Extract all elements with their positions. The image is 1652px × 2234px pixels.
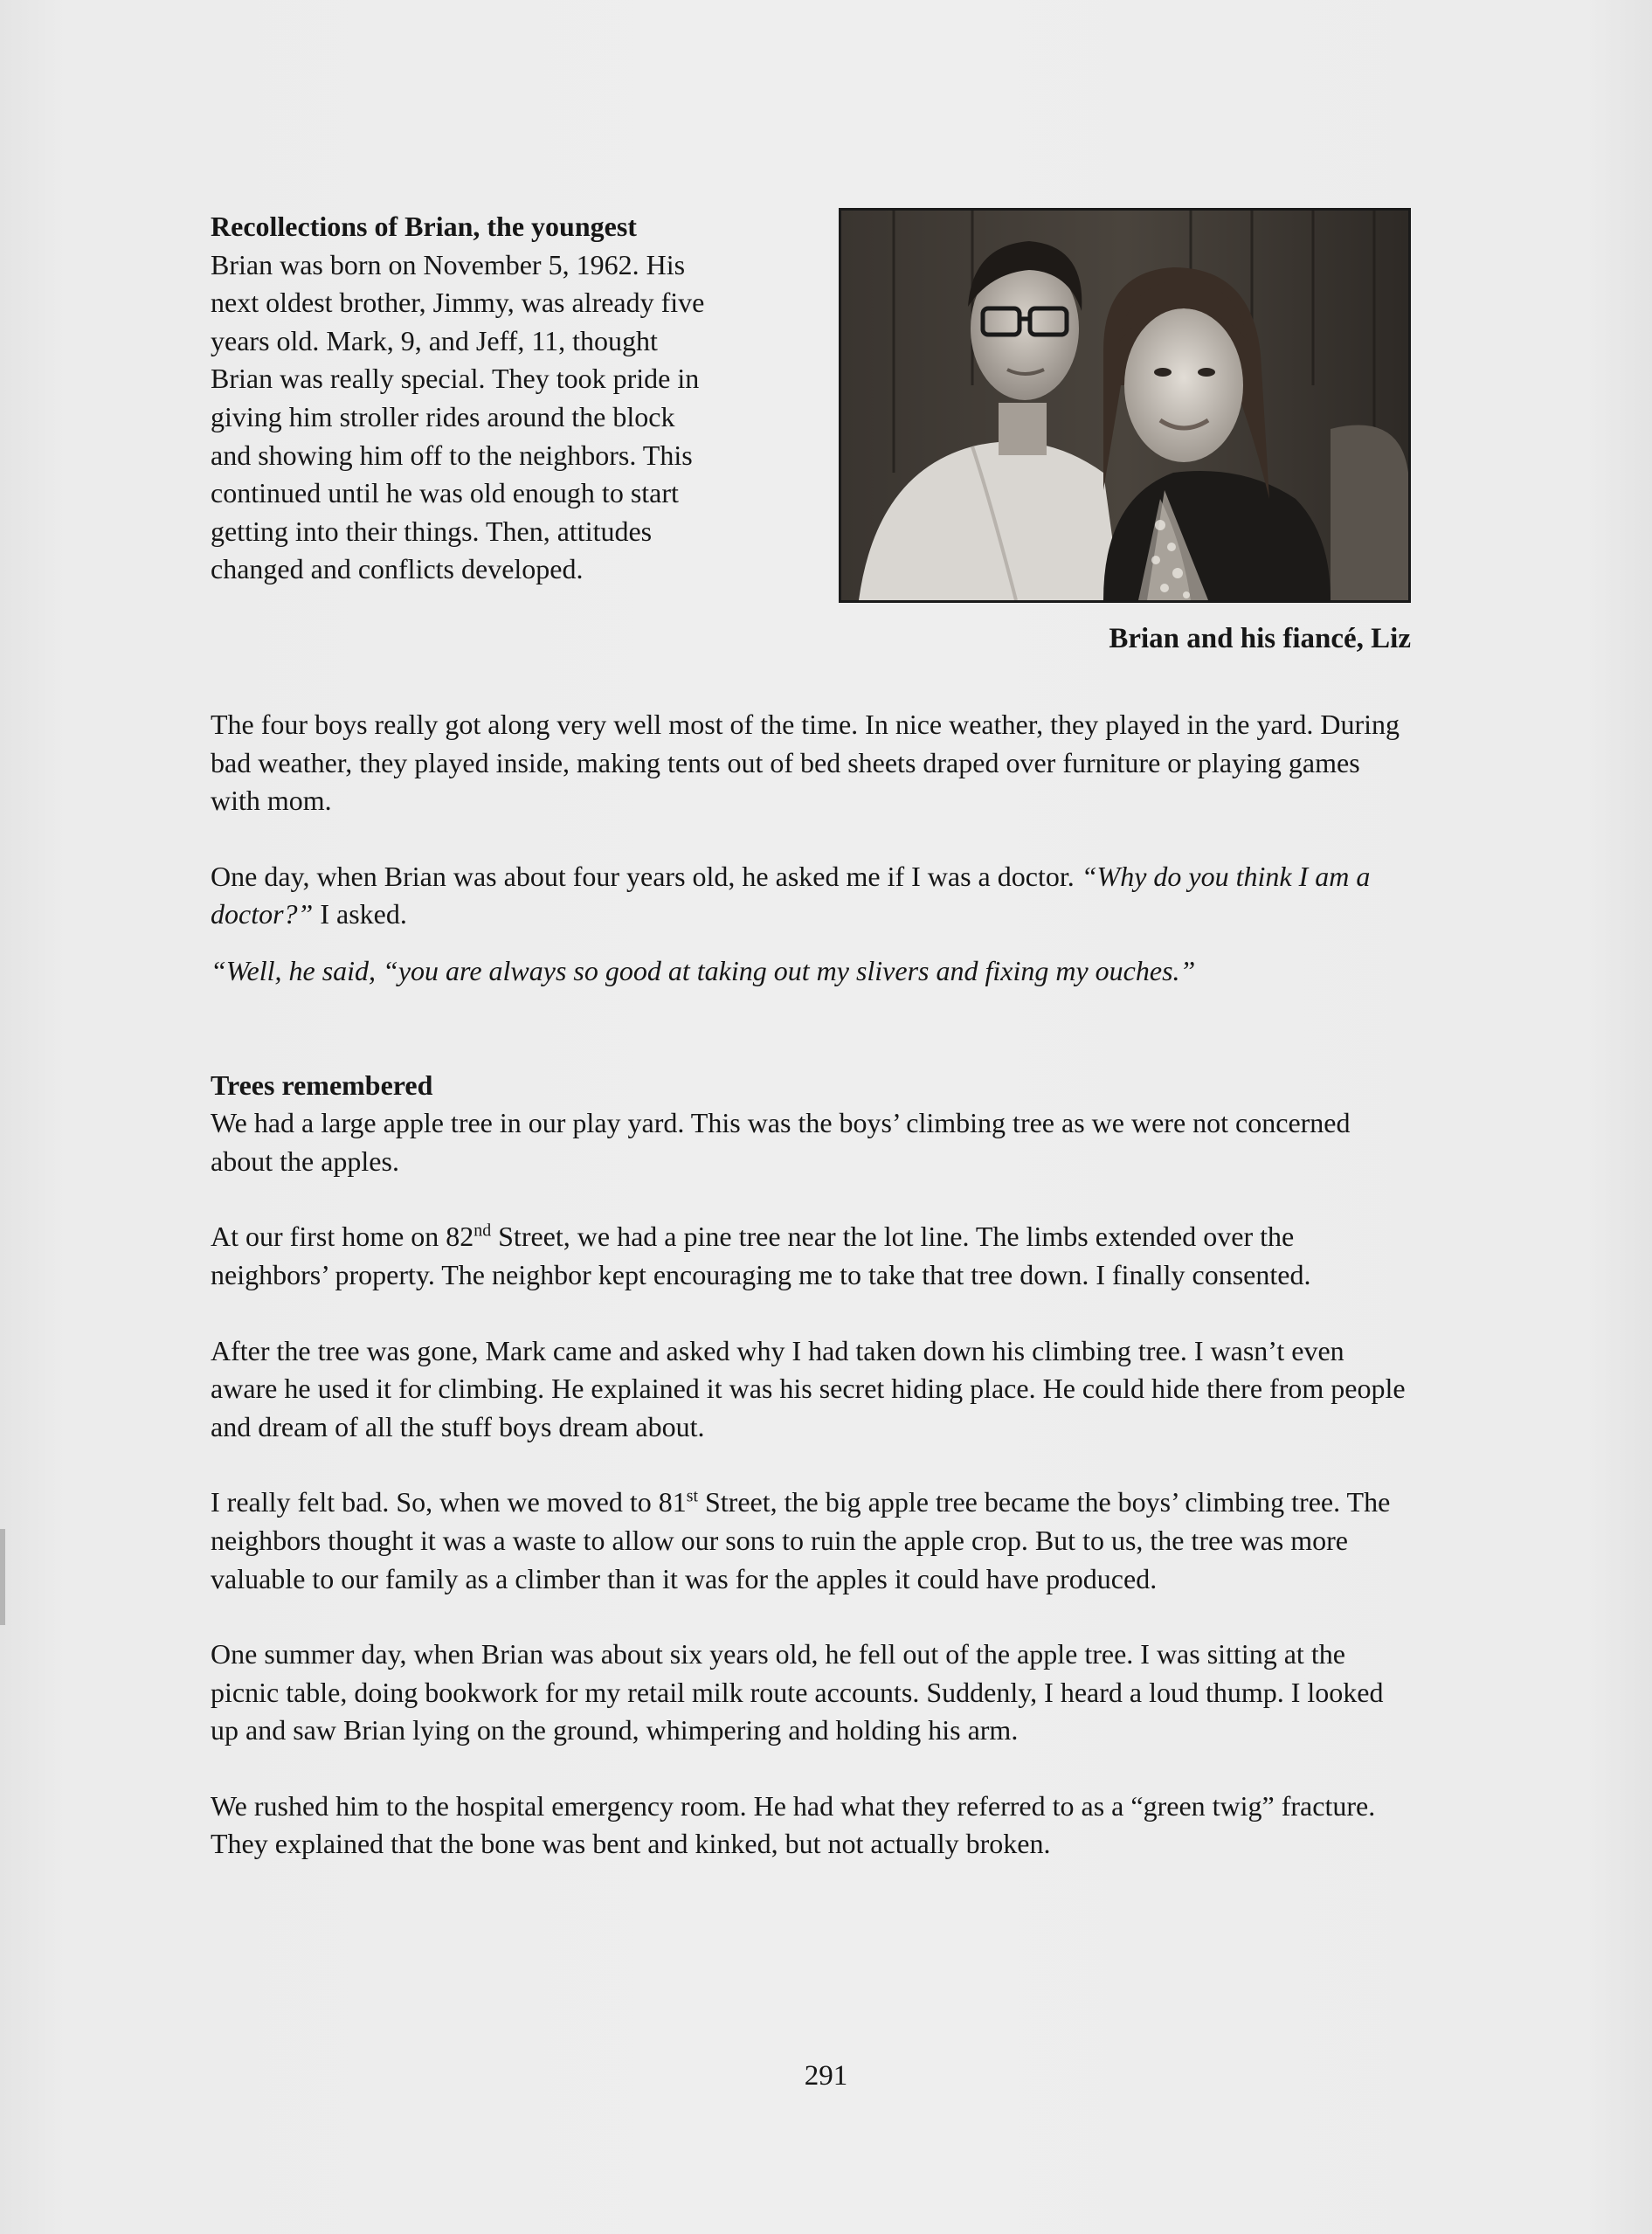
photo-brian-and-liz: [839, 208, 1411, 603]
intro-line: Brian was born on November 5, 1962. His: [211, 248, 686, 280]
paragraph-text: Street, the big apple tree became the boys’ climbing tree. The neighbors thought it was a waste to allow our sons to ruin the apple crop. But to us, the tree was more valuable to our family as a climber than it was for the apples it could have produced.: [211, 1486, 1391, 1594]
paragraph-brian-fell: One summer day, when Brian was about six years old, he fell out of the apple tree. I was sitting at the picnic table, doing bookwork for my retail milk route accounts. Suddenly, I heard a loud thump. I looked up and saw Brian lying on the ground, whimpering and holding his arm.: [211, 1638, 1384, 1746]
section-heading-trees: Trees remembered: [211, 1069, 433, 1101]
paragraph-text: At our first home on 82: [211, 1221, 474, 1253]
ordinal-suffix: st: [686, 1486, 698, 1506]
page-number: 291: [804, 2060, 848, 2092]
intro-line: Brian was really special. They took pride in: [211, 363, 700, 395]
quoted-question: “Why do you think I am a doctor?”: [211, 860, 1371, 930]
section-heading-brian: Recollections of Brian, the youngest: [211, 211, 637, 242]
intro-line: years old. Mark, 9, and Jeff, 11, thought: [211, 324, 658, 356]
intro-line: giving him stroller rides around the block: [211, 400, 675, 432]
intro-block: [211, 208, 1411, 706]
page-edge-shadow: [0, 1529, 5, 1625]
intro-text: [211, 208, 822, 589]
paragraph-pine-tree: [211, 1218, 1407, 1294]
paragraph-doctor-question: [211, 858, 1407, 934]
section-spacer: [211, 1028, 1407, 1067]
photo-image: [841, 211, 1408, 600]
paragraph-text: One day, when Brian was about four years old, he asked me if I was a doctor.: [211, 860, 1082, 892]
paragraph-text: I really felt bad. So, when we moved to 81: [211, 1486, 687, 1518]
paragraph-doctor-answer: [211, 952, 1407, 991]
intro-line: next oldest brother, Jimmy, was already five: [211, 287, 705, 319]
paragraph-four-boys: The four boys really got along very well most of the time. In nice weather, they played in the yard. During bad weather, they played inside, making tents out of bed sheets draped over furniture or playing games with mom.: [211, 709, 1400, 817]
paragraph-felt-bad: [211, 1484, 1407, 1598]
paragraph-emergency-room: We rushed him to the hospital emergency room. He had what they referred to as a “green twig” fracture. They explained that the bone was bent and kinked, but not actually broken.: [211, 1789, 1376, 1860]
paragraph-text: Street, we had a pine tree near the lot line. The limbs extended over the neighbors’ property. The neighbor kept encouraging me to take that tree down. I finally consented.: [211, 1221, 1311, 1290]
ordinal-suffix: nd: [473, 1221, 492, 1241]
paragraph-text: I asked.: [313, 898, 407, 930]
intro-line: continued until he was old enough to start: [211, 477, 679, 509]
intro-line: changed and conflicts developed.: [211, 553, 584, 585]
page-content: [211, 208, 1411, 1901]
photo-caption: Brian and his fiancé, Liz: [1109, 623, 1411, 654]
paragraph-mark-climbing-tree: After the tree was gone, Mark came and asked why I had taken down his climbing tree. I wasn’t even aware he used it for climbing. He explained it was his secret hiding place. He could hide there from people and dream of all the stuff boys dream about.: [211, 1334, 1406, 1442]
intro-line: getting into their things. Then, attitudes: [211, 515, 653, 547]
quoted-answer: “Well, he said, “you are always so good at taking out my slivers and fixing my ouches.”: [211, 954, 1196, 986]
intro-line: and showing him off to the neighbors. This: [211, 439, 693, 471]
paragraph-apple-tree: We had a large apple tree in our play yard. This was the boys’ climbing tree as we were not concerned about the apples.: [211, 1107, 1351, 1177]
